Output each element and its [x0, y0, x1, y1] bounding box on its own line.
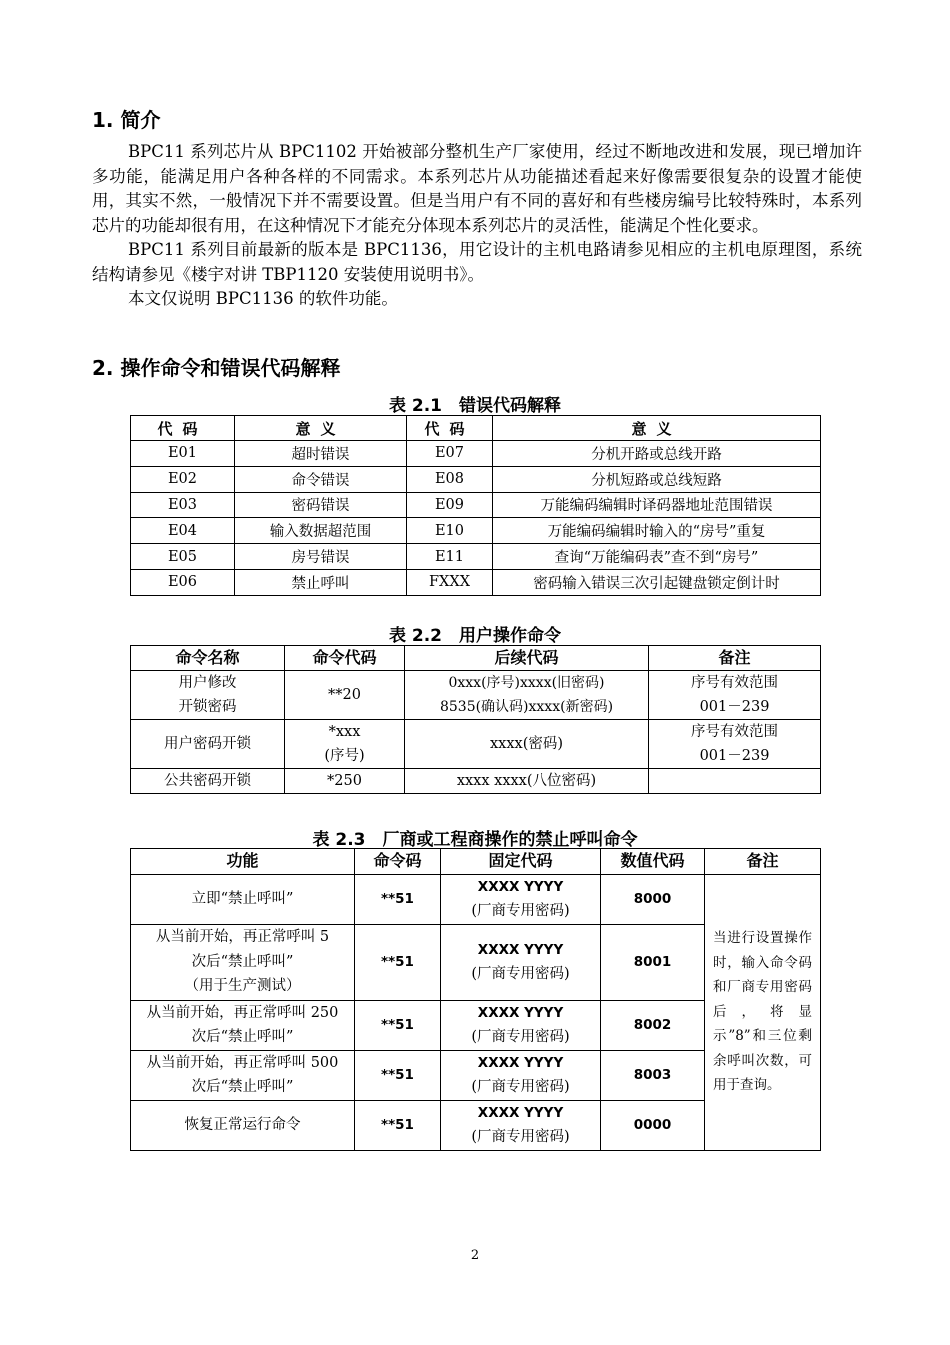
section1-title: 1. 简介: [92, 108, 161, 132]
table3-caption: 表 2.3 厂商或工程商操作的禁止呼叫命令: [312, 830, 638, 850]
error-meaning: 禁止呼叫: [235, 569, 407, 595]
command-name-line: 开锁密码: [178, 699, 237, 715]
fixed-code-desc: (厂商专用密码): [471, 903, 570, 919]
function: [131, 1050, 355, 1100]
command-name: 公共密码开锁: [131, 769, 285, 794]
error-code: E09: [407, 492, 493, 518]
table2-caption: 表 2.2 用户操作命令: [388, 626, 562, 646]
error-meaning: 万能编码编辑时译码器地址范围错误: [493, 492, 821, 518]
note-line: 001－239: [699, 748, 770, 764]
note: [649, 720, 821, 769]
header-function: 功能: [131, 849, 355, 875]
value-code: 8002: [601, 1000, 705, 1050]
function-line: （用于生产测试）: [184, 978, 301, 995]
table1-caption: 表 2.1 错误代码解释: [388, 396, 562, 416]
user-command-table: [130, 645, 821, 794]
error-meaning: 分机短路或总线短路: [493, 466, 821, 492]
command-code: **51: [355, 924, 441, 1000]
function: [131, 1000, 355, 1050]
table-row: [131, 769, 821, 794]
value-code: 0000: [601, 1100, 705, 1150]
error-meaning: 密码错误: [235, 492, 407, 518]
header-note: 备注: [705, 849, 821, 875]
fixed-code: [441, 1100, 601, 1150]
command-code: **51: [355, 1000, 441, 1050]
error-meaning: 超时错误: [235, 441, 407, 467]
section2-title: 2. 操作命令和错误代码解释: [92, 356, 341, 380]
function-line: 从当前开始，再正常呼叫 250: [146, 1004, 339, 1021]
error-code: E02: [131, 466, 235, 492]
command-name: 用户密码开锁: [131, 720, 285, 769]
follow-code: [405, 671, 649, 720]
fixed-code: [441, 874, 601, 924]
error-code: E10: [407, 518, 493, 544]
header-note: 备注: [649, 646, 821, 671]
forbid-call-command-table: [130, 848, 821, 1151]
error-code: E07: [407, 441, 493, 467]
table-row: [131, 671, 821, 720]
follow-code-line: 8535(确认码)xxxx(新密码): [439, 699, 614, 715]
follow-code: xxxx(密码): [405, 720, 649, 769]
value-code: 8003: [601, 1050, 705, 1100]
intro-paragraph-3: 本文仅说明 BPC1136 的软件功能。: [128, 289, 398, 308]
table-row: [131, 874, 821, 924]
value-code: 8001: [601, 924, 705, 1000]
command-code: [285, 720, 405, 769]
fixed-code-value: XXXX YYYY: [477, 1054, 564, 1071]
error-meaning: 密码输入错误三次引起键盘锁定倒计时: [493, 569, 821, 595]
fixed-code-desc: (厂商专用密码): [471, 966, 570, 982]
fixed-code-desc: (厂商专用密码): [471, 1129, 570, 1145]
error-code: E08: [407, 466, 493, 492]
function-line: 从当前开始，再正常呼叫 5: [155, 929, 330, 946]
operation-note: 当进行设置操作时，输入命令码和厂商专用密码后，将显示”8”和三位剩余呼叫次数，可用于查询。: [705, 874, 821, 1150]
fixed-code-value: XXXX YYYY: [477, 941, 564, 958]
header-command-name: 命令名称: [131, 646, 285, 671]
fixed-code-value: XXXX YYYY: [477, 1004, 564, 1021]
table-header-row: [131, 416, 821, 441]
function: 立即“禁止呼叫”: [131, 874, 355, 924]
command-code: *250: [285, 769, 405, 794]
note: [649, 671, 821, 720]
page-number: 2: [470, 1248, 480, 1263]
table-row: [131, 720, 821, 769]
command-code: **20: [285, 671, 405, 720]
error-meaning: 房号错误: [235, 544, 407, 570]
command-code: **51: [355, 874, 441, 924]
table-row: [131, 466, 821, 492]
error-code: FXXX: [407, 569, 493, 595]
table-row: [131, 492, 821, 518]
error-meaning: 查询“万能编码表”查不到“房号”: [493, 544, 821, 570]
value-code: 8000: [601, 874, 705, 924]
fixed-code-value: XXXX YYYY: [477, 878, 564, 895]
header-follow-code: 后续代码: [405, 646, 649, 671]
function-line: 从当前开始，再正常呼叫 500: [146, 1054, 339, 1071]
note-line: 001－239: [699, 699, 770, 715]
function: [131, 924, 355, 1000]
error-code: E01: [131, 441, 235, 467]
error-meaning: 分机开路或总线开路: [493, 441, 821, 467]
note: [649, 769, 821, 794]
table-row: [131, 544, 821, 570]
fixed-code-value: XXXX YYYY: [477, 1104, 564, 1121]
function-line: 次后“禁止呼叫”: [191, 953, 294, 970]
function: 恢复正常运行命令: [131, 1100, 355, 1150]
intro-paragraph-2: BPC11 系列目前最新的版本是 BPC1136，用它设计的主机电路请参见相应的主机电原理图，系统结构请参见《楼宇对讲 TBP1120 安装使用说明书》。: [92, 240, 862, 284]
intro-text: [92, 140, 862, 312]
follow-code-line: 0xxx(序号)xxxx(旧密码): [448, 675, 605, 691]
command-code: **51: [355, 1050, 441, 1100]
fixed-code: [441, 1050, 601, 1100]
header-meaning: 意义: [235, 416, 407, 441]
table-header-row: [131, 646, 821, 671]
table-row: [131, 569, 821, 595]
command-code-line: (序号): [324, 748, 365, 764]
fixed-code: [441, 1000, 601, 1050]
error-meaning: 输入数据超范围: [235, 518, 407, 544]
error-code: E11: [407, 544, 493, 570]
command-code: **51: [355, 1100, 441, 1150]
follow-code: xxxx xxxx(八位密码): [405, 769, 649, 794]
function-line: 次后“禁止呼叫”: [191, 1079, 294, 1095]
error-meaning: 命令错误: [235, 466, 407, 492]
fixed-code-desc: (厂商专用密码): [471, 1029, 570, 1045]
header-fixed-code: 固定代码: [441, 849, 601, 875]
intro-paragraph-1: BPC11 系列芯片从 BPC1102 开始被部分整机生产厂家使用，经过不断地改进和发展，现已增加许多功能，能满足用户各种各样的不同需求。本系列芯片从功能描述看起来好像需要很复杂的设置才能使用，其实不然，一般情况下并不需要设置。但是当用户有不同的喜好和有些楼房编号比较特殊时，本系列芯片的功能却很有用，在这种情况下才能充分体现本系列芯片的灵活性，能满足个性化要求。: [92, 142, 862, 235]
error-code-table: [130, 415, 821, 596]
error-meaning: 万能编码编辑时输入的“房号”重复: [493, 518, 821, 544]
error-code: E03: [131, 492, 235, 518]
header-code: 代码: [131, 416, 235, 441]
fixed-code: [441, 924, 601, 1000]
note-line: 序号有效范围: [691, 724, 778, 740]
table-row: [131, 441, 821, 467]
table-row: [131, 518, 821, 544]
table-header-row: [131, 849, 821, 875]
header-meaning: 意义: [493, 416, 821, 441]
header-command-code: 命令码: [355, 849, 441, 875]
error-code: E05: [131, 544, 235, 570]
note-line: 序号有效范围: [691, 675, 778, 691]
error-code: E04: [131, 518, 235, 544]
fixed-code-desc: (厂商专用密码): [471, 1079, 570, 1095]
error-code: E06: [131, 569, 235, 595]
command-name-line: 用户修改: [178, 675, 237, 691]
header-code: 代码: [407, 416, 493, 441]
header-value-code: 数值代码: [601, 849, 705, 875]
header-command-code: 命令代码: [285, 646, 405, 671]
function-line: 次后“禁止呼叫”: [191, 1029, 294, 1045]
command-code-line: *xxx: [328, 724, 361, 740]
command-name: [131, 671, 285, 720]
